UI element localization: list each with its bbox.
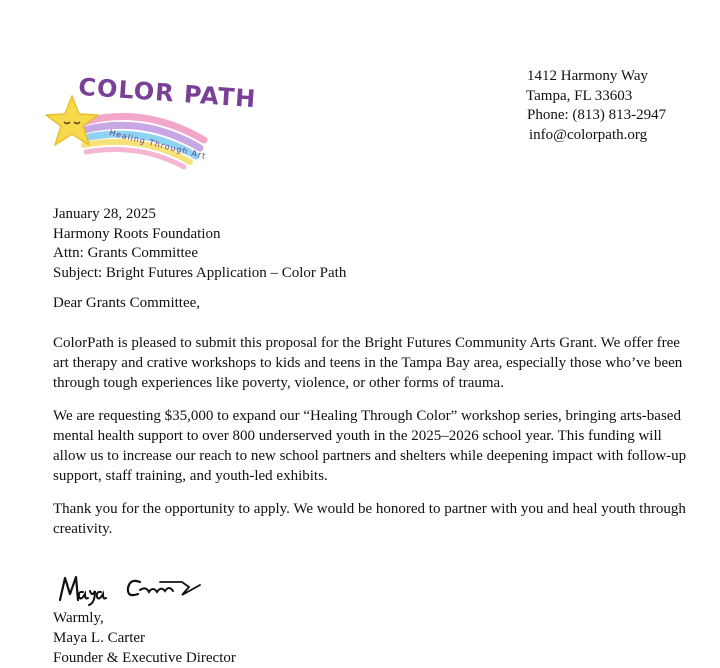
signer-name: Maya L. Carter [53,630,146,646]
body-paragraph-3: Thank you for the opportunity to apply. We would be honored to partner with you and heal youth through creativity. [53,501,686,537]
closing-word: Warmly, [53,610,104,626]
address-phone: Phone: (813) 813-2947 [527,107,667,123]
signer-title: Founder & Executive Director [53,650,236,666]
color-path-logo [44,70,258,170]
salutation: Dear Grants Committee, [53,295,201,311]
recipient-org: Harmony Roots Foundation [53,225,221,242]
handwritten-signature [56,570,216,610]
letter-date: January 28, 2025 [53,206,156,222]
address-street: 1412 Harmony Way [527,68,648,84]
address-city: Tampa, FL 33603 [526,87,633,104]
logo-tagline: Healing Through Art [108,128,208,161]
logo-title: COLOR PATH [77,72,258,114]
letter-meta [53,205,346,283]
letter-subject: Subject: Bright Futures Application – Color Path [53,264,347,281]
body-paragraph-2: We are requesting $35,000 to expand our “Healing Through Color” workshop series, bringing arts-based mental health support to over 800 underserved youth in the 2025–2026 school year. This funding will allow us to increase our reach to new school partners and shelters while deepening impact with follow-up support, staff training, and youth-led exhibits. [53,408,687,484]
letter-closing [53,608,236,668]
address-email: info@colorpath.org [529,126,648,143]
sender-address [527,67,666,145]
recipient-attn: Attn: Grants Committee [53,245,198,261]
body-paragraph-1: ColorPath is pleased to submit this proposal for the Bright Futures Community Arts Grant. We offer free art therapy and crative workshops to kids and teens in the Tampa Bay area, especially those who’ve been through tough experiences like poverty, violence, or other forms of trauma. [53,335,683,391]
